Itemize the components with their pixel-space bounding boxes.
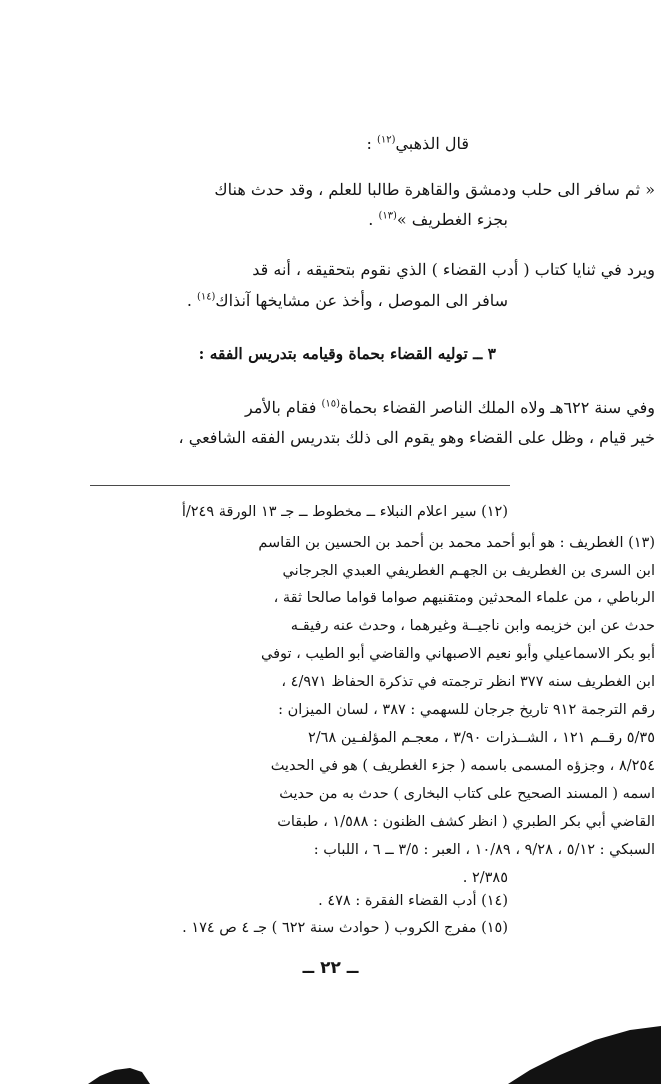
footnote-ref-12: (١٢) xyxy=(377,134,396,146)
footnote-13-line-13: ٢/٣٨٥ . xyxy=(462,870,508,886)
quote-line-2-end: . xyxy=(368,210,374,229)
footnote-13-line-10: اسمه ( المسند الصحيح على كتاب البخارى ) حدث به من حديث xyxy=(279,786,655,802)
para2-line-2: خير قيام ، وظل على القضاء وهو يقوم الى ذلك بتدريس الفقه الشافعي ، xyxy=(178,428,655,447)
para2-line-1-text: وفي سنة ٦٢٢هـ ولاه الملك الناصر القضاء بحماة xyxy=(339,398,655,417)
footnote-13-line-2: ابن السرى بن الغطريف بن الجهـم الغطريفي العبدي الجرجاني xyxy=(282,563,655,579)
footnote-15: (١٥) مفرج الكروب ( حوادث سنة ٦٢٢ ) جـ ٤ ص ١٧٤ . xyxy=(182,920,508,936)
footnote-13-line-6: ابن الغطريف سنه ٣٧٧ انظر ترجمته في تذكرة الحفاظ ٤/٩٧١ ، xyxy=(281,674,655,690)
footnote-13-line-9: ٨/٢٥٤ ، وجزؤه المسمى باسمه ( جزء الغطريف ) هو في الحديث xyxy=(270,758,655,774)
footnote-13-line-7: رقم الترجمة ٩١٢ تاريخ جرجان للسهمي : ٣٨٧ ، لسان الميزان : xyxy=(278,702,655,718)
footnote-13-line-1: (١٣) الغطريف : هو أبو أحمد محمد بن أحمد بن الحسين بن القاسم xyxy=(258,535,655,551)
quote-intro-colon: : xyxy=(366,134,372,153)
para1-line-1: ويرد في ثنايا كتاب ( أدب القضاء ) الذي نقوم بتحقيقه ، أنه قد xyxy=(252,260,655,279)
footnote-ref-14: (١٤) xyxy=(197,291,216,303)
para2-line-1 xyxy=(245,398,655,417)
scan-smudge-right xyxy=(508,1026,661,1084)
footnote-12: (١٢) سير اعلام النبلاء ــ مخطوط ــ جـ ١٣ الورقة ٢٤٩/أ xyxy=(181,504,508,520)
page-number: ــ ٢٢ ــ xyxy=(302,958,359,978)
footnote-13-line-12: السبكي : ٥/١٢ ، ٩/٢٨ ، ١٠/٨٩ ، العبر : ٣/٥ ــ ٦ ، اللباب : xyxy=(313,842,655,858)
section-heading: ٣ ــ توليه القضاء بحماة وقيامه بتدريس الفقه : xyxy=(198,344,496,363)
quote-intro-text: قال الذهبي xyxy=(395,134,469,153)
quote-line-2-text: بجزء الغطريف » xyxy=(396,210,508,229)
scan-smudge-left xyxy=(88,1068,150,1084)
footnote-13-line-8: ٥/٣٥ رقــم ١٢١ ، الشــذرات ٣/٩٠ ، معجـم المؤلفـين ٢/٦٨ xyxy=(308,730,655,746)
footnote-13-line-5: أبو بكر الاسماعيلي وأبو نعيم الاصبهاني والقاضي أبو الطيب ، توفي xyxy=(260,646,655,662)
para1-line-2-end: . xyxy=(186,291,192,310)
footnote-13-line-3: الرباطي ، من علماء المحدثين ومتقنيهم صواما قواما صالحا ثقة ، xyxy=(273,590,655,606)
footnote-ref-15: (١٥) xyxy=(321,398,340,410)
footnote-separator xyxy=(90,485,510,486)
footnote-14: (١٤) أدب القضاء الفقرة : ٤٧٨ . xyxy=(318,893,508,909)
quote-intro-line xyxy=(367,134,469,153)
quote-line-1: « ثم سافر الى حلب ودمشق والقاهرة طالبا للعلم ، وقد حدث هناك xyxy=(214,180,655,199)
footnote-ref-13: (١٣) xyxy=(378,210,397,222)
scan-shadow-marks xyxy=(0,1000,661,1084)
para2-line-1-end: فقام بالأمر xyxy=(244,398,317,417)
para1-line-2-text: سافر الى الموصل ، وأخذ عن مشايخها آنذاك xyxy=(215,291,508,310)
para1-line-2 xyxy=(187,291,508,310)
quote-line-2 xyxy=(368,210,508,229)
footnote-13-line-11: القاضي أبي بكر الطبري ( انظر كشف الظنون : ١/٥٨٨ ، طبقات xyxy=(277,814,655,830)
footnote-13-line-4: حدث عن ابن خزيمه وابن ناجيــة وغيرهما ، وحدث عنه رفيقـه xyxy=(290,618,655,634)
